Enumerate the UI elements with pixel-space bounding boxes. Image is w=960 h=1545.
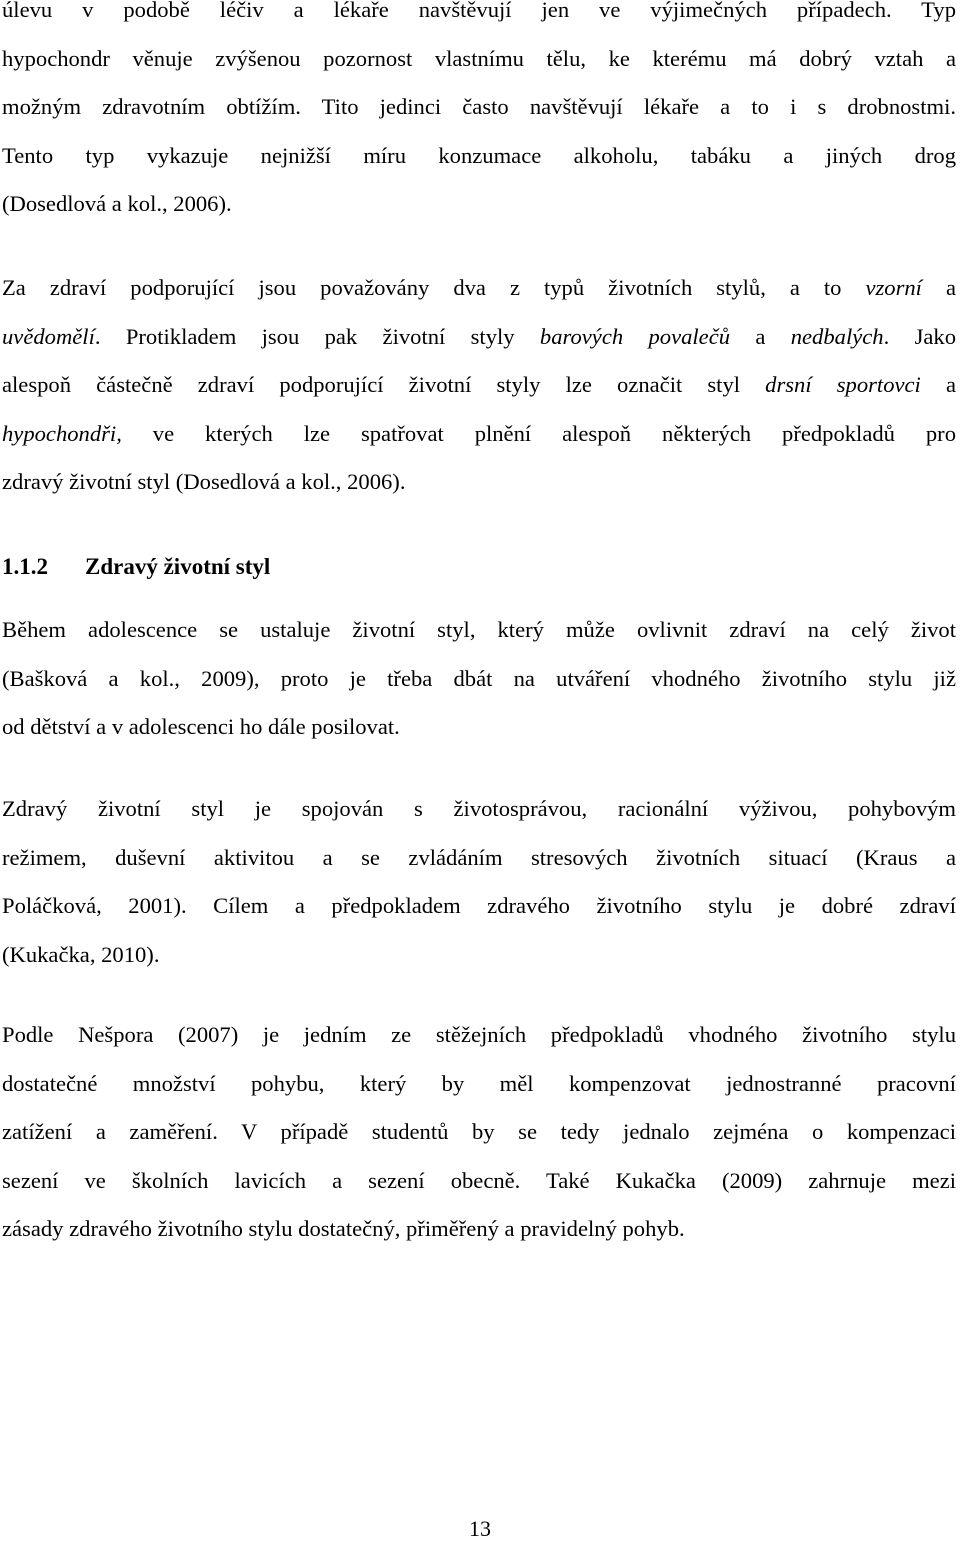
text-line: od dětství a v adolescenci ho dále posilovat.	[2, 714, 400, 739]
text-line: úlevu v podobě léčiv a lékaře navštěvují jen ve výjimečných případech. Typ	[2, 0, 956, 22]
text-line	[2, 264, 956, 313]
text-line: dostatečné množství pohybu, který by měl kompenzovat jednostranné pracovní	[2, 1070, 956, 1096]
section-number: 1.1.2	[2, 554, 48, 579]
text-run: a	[921, 275, 956, 300]
text-line: možným zdravotním obtížím. Tito jedinci často navštěvují lékaře a to i s drobnostmi.	[2, 94, 956, 119]
text-line: Poláčková, 2001). Cílem a předpokladem zdravého životního stylu je dobré zdraví	[2, 893, 956, 918]
text-run: ve kterých lze spatřovat plnění alespoň některých předpokladů pro	[121, 420, 956, 446]
text-line	[2, 361, 956, 410]
text-line: (Kukačka, 2010).	[2, 941, 160, 967]
intro-paragraph	[2, 0, 956, 229]
italic-term: uvědomělí	[2, 323, 95, 349]
text-line: zatížení a zaměření. V případě studentů by se tedy jednalo zejména o kompenzaci	[2, 1119, 956, 1144]
italic-term: vzorní	[865, 275, 922, 300]
text-line: zdravý životní styl (Dosedlová a kol., 2006).	[2, 469, 406, 494]
text-line	[2, 410, 956, 459]
italic-term: hypochondři,	[2, 420, 122, 446]
text-line: zásady zdravého životního stylu dostatečný, přiměřený a pravidelný pohyb.	[2, 1216, 685, 1241]
text-line: hypochondr věnuje zvýšenou pozornost vlastnímu tělu, ke kterému má dobrý vztah a	[2, 45, 956, 71]
adolescence-paragraph	[2, 606, 956, 752]
text-line: Zdravý životní styl je spojován s životosprávou, racionální výživou, pohybovým	[2, 796, 956, 821]
italic-term: barových povalečů	[539, 323, 731, 349]
section-heading	[2, 550, 270, 584]
text-line: Tento typ vykazuje nejnižší míru konzumace alkoholu, tabáku a jiných drog	[2, 142, 956, 168]
text-line: (Bašková a kol., 2009), proto je třeba dbát na utváření vhodného životního stylu již	[2, 665, 956, 691]
section-title: Zdravý životní styl	[85, 554, 271, 579]
text-run: a	[920, 372, 956, 397]
italic-term: drsní sportovci	[765, 372, 921, 397]
text-run: . Protikladem jsou pak životní styly	[94, 323, 540, 349]
lifestyle-types-paragraph	[2, 264, 956, 507]
text-line: Během adolescence se ustaluje životní styl, který může ovlivnit zdraví na celý život	[2, 617, 956, 642]
text-run: . Jako	[883, 323, 956, 349]
text-line: Podle Nešpora (2007) je jedním ze stěžejních předpokladů vhodného životního stylu	[2, 1022, 956, 1047]
text-run: Za zdraví podporující jsou považovány dva z typů životních stylů, a to	[2, 275, 866, 300]
text-line: sezení ve školních lavicích a sezení obecně. Také Kukačka (2009) zahrnuje mezi	[2, 1167, 956, 1193]
text-line: režimem, duševní aktivitou a se zvládáním stresových životních situací (Kraus a	[2, 844, 956, 870]
text-run: alespoň částečně zdraví podporující životní styly lze označit styl	[2, 372, 766, 397]
text-run: a	[730, 323, 791, 349]
healthy-lifestyle-paragraph	[2, 785, 956, 979]
nespor-paragraph	[2, 1011, 956, 1254]
italic-term: nedbalých	[790, 323, 884, 349]
text-line: (Dosedlová a kol., 2006).	[2, 191, 232, 216]
text-line	[2, 313, 956, 362]
page-number: 13	[469, 1516, 491, 1541]
